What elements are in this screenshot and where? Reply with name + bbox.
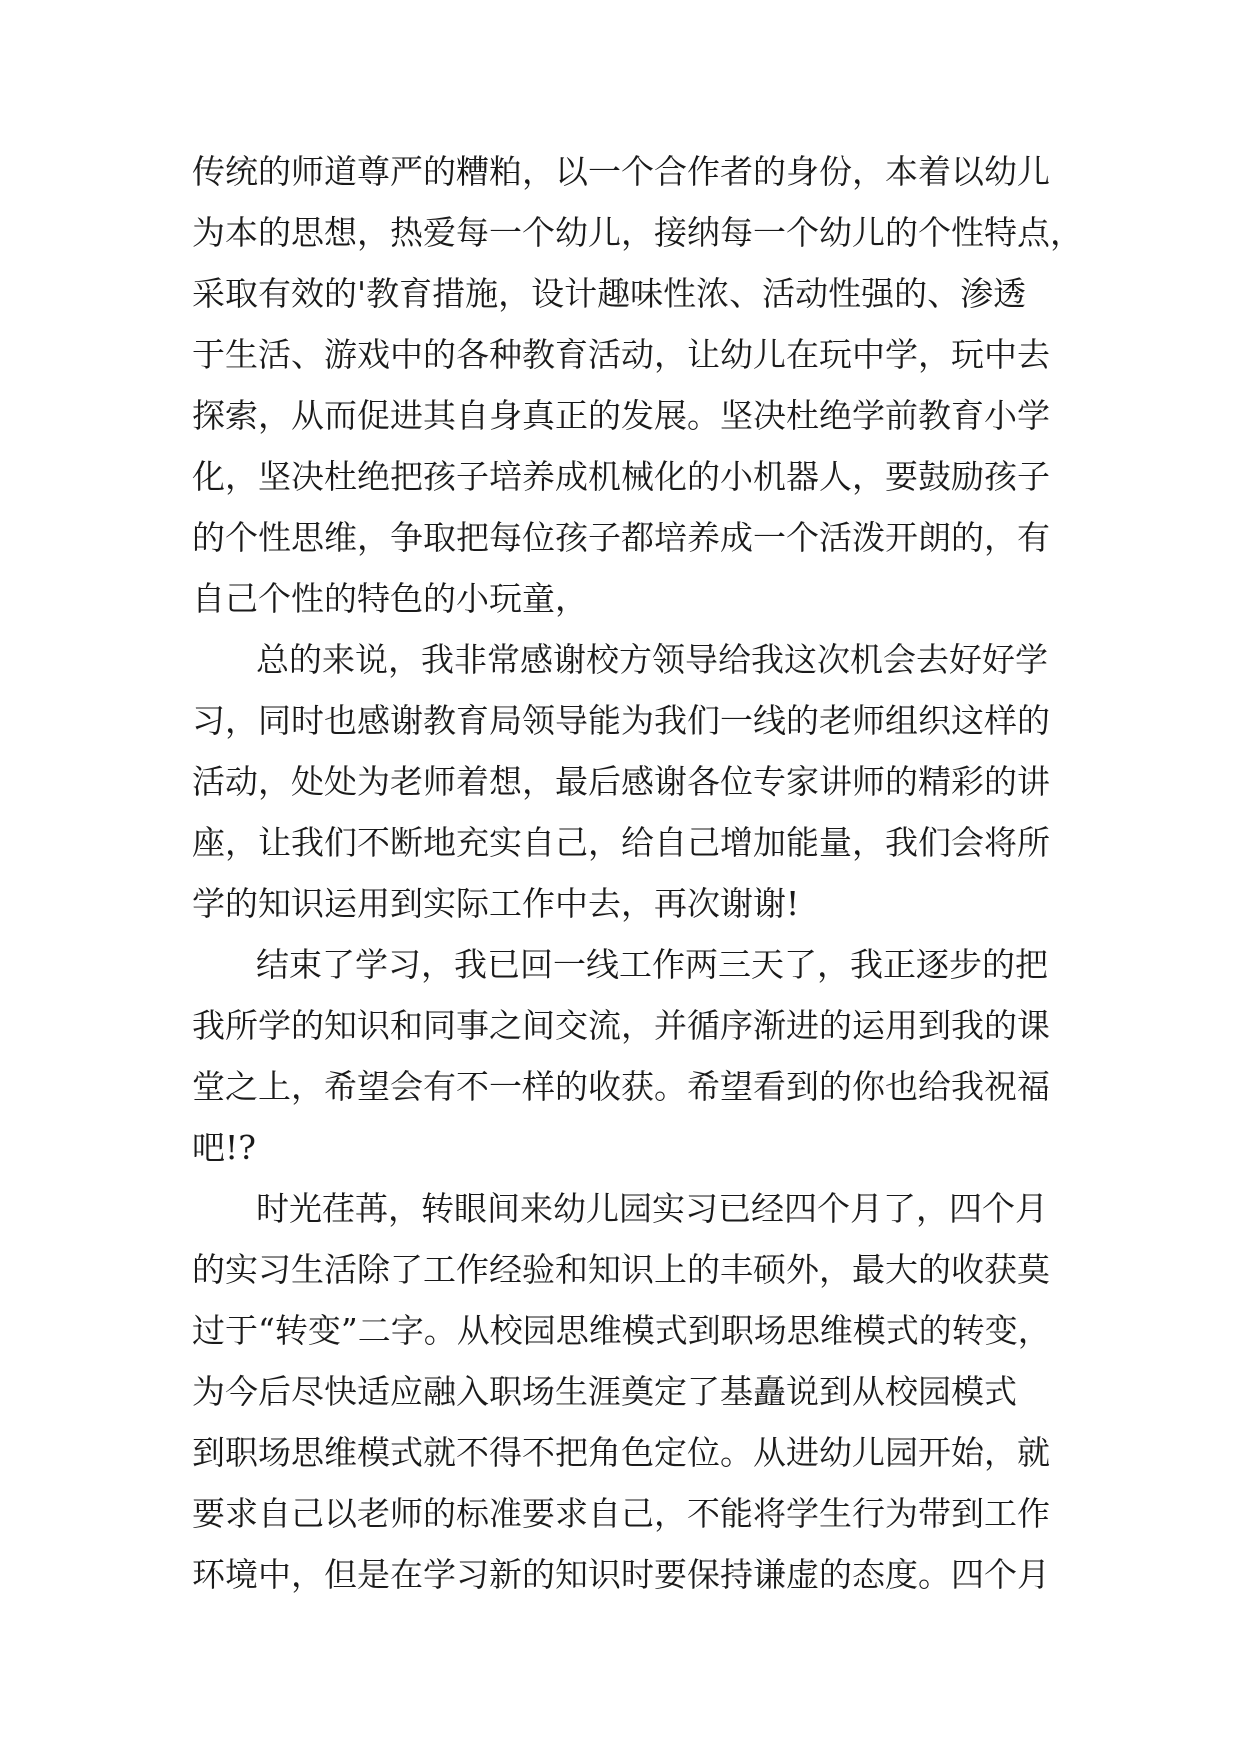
text-line: 到职场思维模式就不得不把角色定位。从进幼儿园开始，就: [192, 1433, 1050, 1472]
text-line: 要求自己以老师的标准要求自己，不能将学生行为带到工作: [192, 1494, 1050, 1533]
text-line: 吧!?: [192, 1128, 256, 1167]
text-line: 化，坚决杜绝把孩子培养成机械化的小机器人，要鼓励孩子: [192, 457, 1050, 496]
paragraph-first-line: 时光荏苒，转眼间来幼儿园实习已经四个月了，四个月: [256, 1189, 1048, 1228]
paragraph-first-line: 总的来说，我非常感谢校方领导给我这次机会去好好学: [256, 640, 1048, 679]
paragraph-first-line: 结束了学习，我已回一线工作两三天了，我正逐步的把: [256, 945, 1048, 984]
text-line: 习，同时也感谢教育局领导能为我们一线的老师组织这样的: [192, 701, 1050, 740]
text-line: 我所学的知识和同事之间交流，并循序渐进的运用到我的课: [192, 1006, 1050, 1045]
text-line: 过于“转变”二字。从校园思维模式到职场思维模式的转变，: [192, 1311, 1051, 1350]
text-line: 的个性思维，争取把每位孩子都培养成一个活泼开朗的，有: [192, 518, 1050, 557]
text-line: 堂之上，希望会有不一样的收获。希望看到的你也给我祝福: [192, 1067, 1050, 1106]
text-line: 座，让我们不断地充实自己，给自己增加能量，我们会将所: [192, 823, 1050, 862]
text-line: 于生活、游戏中的各种教育活动，让幼儿在玩中学，玩中去: [192, 335, 1050, 374]
text-line: 自己个性的特色的小玩童，: [192, 579, 588, 618]
text-line: 环境中，但是在学习新的知识时要保持谦虚的态度。四个月: [192, 1555, 1050, 1594]
text-line: 采取有效的'教育措施，设计趣味性浓、活动性强的、渗透: [192, 274, 1027, 313]
text-line: 为今后尽快适应融入职场生涯奠定了基矗说到从校园模式: [192, 1372, 1017, 1411]
text-line: 传统的师道尊严的糟粕，以一个合作者的身份，本着以幼儿: [192, 152, 1050, 191]
text-line: 的实习生活除了工作经验和知识上的丰硕外，最大的收获莫: [192, 1250, 1050, 1289]
text-line: 活动，处处为老师着想，最后感谢各位专家讲师的精彩的讲: [192, 762, 1050, 801]
text-line: 学的知识运用到实际工作中去，再次谢谢!: [192, 884, 800, 923]
text-line: 探索，从而促进其自身真正的发展。坚决杜绝学前教育小学: [192, 396, 1050, 435]
text-line: 为本的思想，热爱每一个幼儿，接纳每一个幼儿的个性特点，: [192, 213, 1083, 252]
